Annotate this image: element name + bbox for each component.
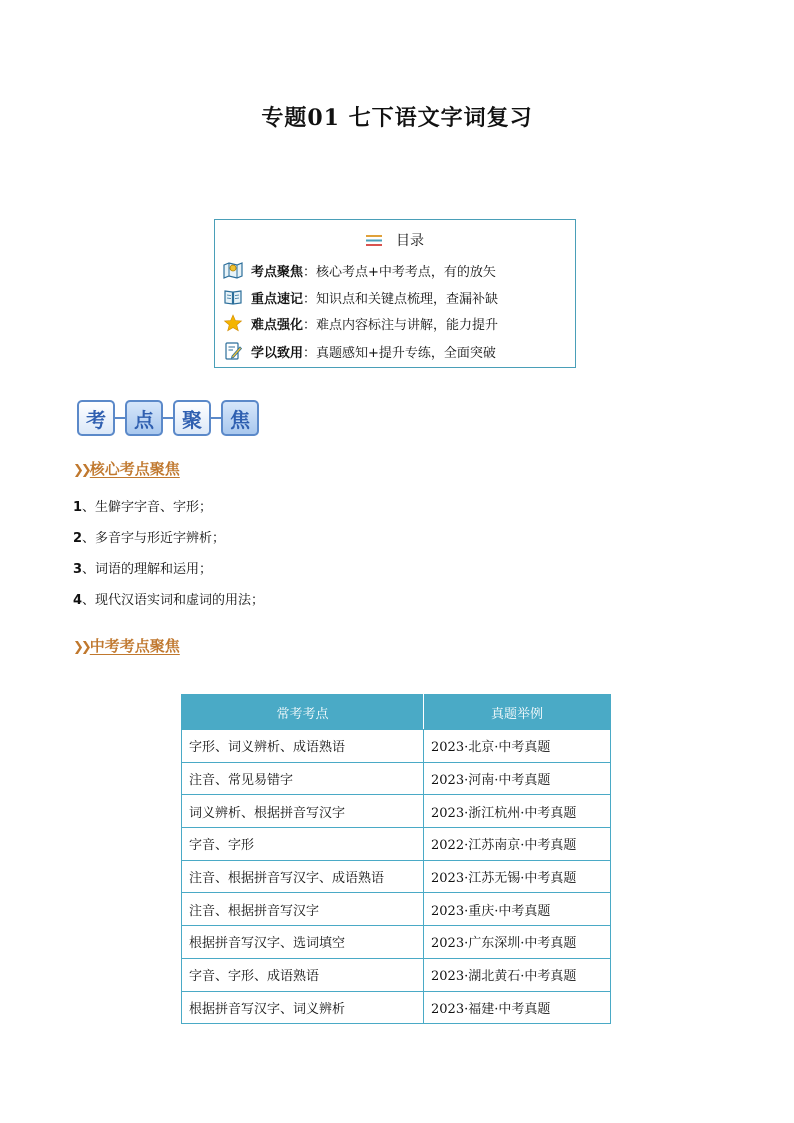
table-cell: 2023·广东深圳·中考真题 xyxy=(424,926,611,959)
item-text: 、多音字与形近字辨析； xyxy=(82,531,226,546)
table-cell: 注音、根据拼音写汉字 xyxy=(182,893,424,926)
table-cell: 2023·浙江杭州·中考真题 xyxy=(424,795,611,828)
toc-item-focus[interactable] xyxy=(223,260,496,280)
banner-connector xyxy=(211,417,221,419)
list-item xyxy=(73,496,212,515)
double-chevron-icon: ❯❯ xyxy=(73,463,89,478)
table-cell: 2023·湖北黄石·中考真题 xyxy=(424,958,611,991)
toc-item-practice[interactable] xyxy=(223,341,496,361)
table-cell: 注音、根据拼音写汉字、成语熟语 xyxy=(182,860,424,893)
table-row xyxy=(182,828,611,861)
banner-tile: 聚 xyxy=(173,400,211,436)
toc-item-text: ：真题感知+提升专练，全面突破 xyxy=(303,345,496,361)
core-heading-text: 核心考点聚焦 xyxy=(89,460,180,478)
toc-heading-text: 目录 xyxy=(396,233,424,249)
toc-item-label: 学以致用 xyxy=(251,345,304,361)
edit-note-icon xyxy=(223,342,243,360)
table-row xyxy=(182,730,611,763)
table-row xyxy=(182,795,611,828)
table-row xyxy=(182,991,611,1024)
exam-heading-text: 中考考点聚焦 xyxy=(89,637,180,655)
table-cell: 根据拼音写汉字、词义辨析 xyxy=(182,991,424,1024)
toc-item-hard[interactable] xyxy=(223,313,498,333)
table-cell: 2022·江苏南京·中考真题 xyxy=(424,828,611,861)
star-icon xyxy=(223,314,243,332)
table-cell: 2023·北京·中考真题 xyxy=(424,730,611,763)
table-cell: 字形、词义辨析、成语熟语 xyxy=(182,730,424,763)
toc-item-label: 难点强化 xyxy=(251,317,304,333)
item-text: 、现代汉语实词和虚词的用法； xyxy=(82,593,265,608)
table-of-contents xyxy=(214,219,576,368)
table-cell: 词义辨析、根据拼音写汉字 xyxy=(182,795,424,828)
item-number: 1 xyxy=(73,500,83,515)
table-cell: 2023·福建·中考真题 xyxy=(424,991,611,1024)
page-title: 专题01 七下语文字词复习 xyxy=(261,105,533,131)
table-cell: 2023·河南·中考真题 xyxy=(424,762,611,795)
item-number: 2 xyxy=(73,531,83,546)
table-cell: 根据拼音写汉字、选词填空 xyxy=(182,926,424,959)
table-cell: 注音、常见易错字 xyxy=(182,762,424,795)
item-text: 、生僻字字音、字形； xyxy=(82,500,213,515)
table-row xyxy=(182,926,611,959)
exam-section-heading xyxy=(73,635,180,656)
toc-item-text: ：知识点和关键点梳理，查漏补缺 xyxy=(303,291,499,307)
toc-item-text: ：核心考点+中考考点，有的放矢 xyxy=(303,264,496,280)
focus-banner xyxy=(77,398,267,440)
banner-tile: 点 xyxy=(125,400,163,436)
table-row xyxy=(182,860,611,893)
toc-item-label: 考点聚焦 xyxy=(251,264,304,280)
book-icon xyxy=(223,288,243,306)
item-text: 、词语的理解和运用； xyxy=(82,562,213,577)
toc-item-text: ：难点内容标注与讲解，能力提升 xyxy=(303,317,499,333)
table-cell: 2023·江苏无锡·中考真题 xyxy=(424,860,611,893)
map-icon xyxy=(223,261,243,279)
banner-tile: 考 xyxy=(77,400,115,436)
item-number: 4 xyxy=(73,593,83,608)
table-row xyxy=(182,893,611,926)
table-cell: 2023·重庆·中考真题 xyxy=(424,893,611,926)
list-item xyxy=(73,527,225,546)
column-header: 真题举例 xyxy=(424,695,611,730)
table-cell: 字音、字形、成语熟语 xyxy=(182,958,424,991)
table-row xyxy=(182,958,611,991)
table-row xyxy=(182,762,611,795)
banner-connector xyxy=(163,417,173,419)
table-cell: 字音、字形 xyxy=(182,828,424,861)
list-item xyxy=(73,558,212,577)
toc-heading xyxy=(215,230,575,250)
list-icon xyxy=(366,235,382,246)
exam-points-table xyxy=(181,694,611,1024)
column-header: 常考考点 xyxy=(182,695,424,730)
banner-connector xyxy=(115,417,125,419)
banner-tile: 焦 xyxy=(221,400,259,436)
core-section-heading xyxy=(73,458,180,479)
double-chevron-icon: ❯❯ xyxy=(73,640,89,655)
toc-item-label: 重点速记 xyxy=(251,291,304,307)
item-number: 3 xyxy=(73,562,83,577)
toc-item-memo[interactable] xyxy=(223,287,498,307)
table-header-row xyxy=(182,695,611,730)
list-item xyxy=(73,589,264,608)
